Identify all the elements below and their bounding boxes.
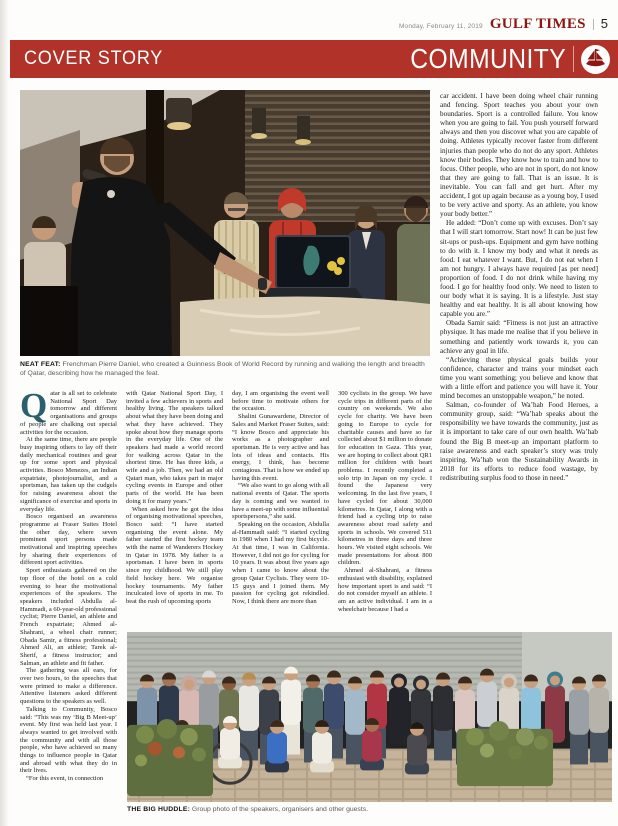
paragraph: “We also want to go along with all national events of Qatar. The sports day is coming and we wanted to have a meet-up with some influential sportspersons,” she said.: [232, 482, 329, 521]
paragraph: day, I am organising the event well before time to motivate others for the occasion.: [232, 390, 329, 413]
section-label-cover-story: COVER STORY: [24, 48, 164, 69]
bottom-caption-label: THE BIG HUDDLE:: [127, 806, 191, 813]
paragraph: Sport enthusiasts gathered on the top floor of the hotel on a cold evening to hear the motivational experiences of the speakers. The speakers included Abdulla al-Hammadi, a 60-year-old professional cyclist; Pierre Daniel, an athlete and French expatriate; Ahmed al-Shahrani, a wheel chair runner; Obada Samir, a fitness professional; Ahmed Ali, an athlete; Tarek al-Sherif, a fitness instructor; and Salman, an athlete and fit father.: [20, 567, 117, 667]
paragraph: Shalini Gunawardene, Director of Sales and Market Fraser Suites, said: “I know Bosco and appreciate his works as a photographer and sportsman. He is very active and has lots of ideas and contacts. His energy, I think, has become contagious. That is how we ended up having this event.: [232, 413, 329, 482]
paragraph: Talking to Community, Bosco said: “This was my ‘Big B Meet-up’ event. My first was held last year. I always wanted to get involved with the community and with all those people, who have achieved so many things to influence people in Qatar and abroad with what they do in their lives.: [20, 705, 117, 775]
column-1-paragraphs: [20, 436, 117, 783]
section-label-community: COMMUNITY: [410, 43, 566, 74]
paragraph: At the same time, there are people busy inspiring others to lay off their daily mechanical routines and gear up for some sport and physical activities. Bosco Menezes, an Indian expatriate, photojournalist, and a sportsman, has taken up the cudgels for raising awareness about the significance of exercise and sports in everyday life.: [20, 436, 117, 513]
bottom-photo-caption: [127, 806, 607, 815]
paragraph: “For this event, in connection: [26, 775, 104, 783]
article-column-3: [232, 390, 329, 620]
article-column-4: [338, 390, 432, 620]
paragraph: car accident. I have been doing wheel chair running and fencing. Sport teaches you about your own boundaries. Sport is a controlled failure. You know when you are going to fail. You push yourself forward always and then you discover what you are capable of doing. Athletes typically recover faster from different injuries than people who do not do any sport. Athletes know their bodies. They know how to train and how to focus. Other people, who are not in sport, do not know that they are going to fall. That is an issue. It is inevitable. You can fall and get hurt. After my accident, I got up again because as a young boy, I used to be very active and sporty. As an athlete, you know your body better.”: [440, 92, 598, 219]
masthead: [399, 16, 608, 33]
paragraph: He added: “Don’t come up with excuses. Don’t say that I will start tomorrow. Start now! It can be just few sit-ups or push-ups. Equipment and gym have nothing to do with it. I know my body and what it needs as food. I eat whatever I want. But, I do not eat when I am not hungry. I always have required [as per need] proportion of food. I do not drink while having my food. I go for healthy food only. We need to listen to our body what it is saying. It is a lifestyle. Just stay healthy and eat healthy. It is all about knowing how capable you are.”: [440, 219, 598, 319]
paragraph: Ahmed al-Shahrani, a fitness enthusiast with disability, explained how important sport is and said: “I do not consider myself an athlete. I am an active individual. I am in a wheelchair because I had a: [338, 567, 432, 613]
top-caption-text: Frenchman Pierre Daniel, who created a Guinness Book of World Record by running and walking the length and breadth of Qatar, describing how he managed the feat.: [20, 361, 425, 377]
paragraph: Obada Samir said: “Fitness is not just an attractive physique. It has made me realise that if you believe in something and patiently work towards it, you can achieve any goal in life.: [440, 319, 598, 355]
top-caption-label: NEAT FEAT:: [20, 361, 61, 368]
bottom-caption-text: Group photo of the speakers, organisers and other guests.: [190, 806, 369, 813]
drop-cap: Q: [20, 390, 48, 425]
article-column-5: [440, 92, 598, 630]
paragraph: The gathering was all ears, for over two hours, to the speeches that were primed to make a difference. Attentive listeners asked different questions to the speakers as well.: [20, 667, 117, 706]
paragraph: “Achieving these physical goals builds your confidence, character and trains your mindset each time you want something; you believe and know that with a little effort and patience you will have it. Your mind becomes an unstoppable weapon,” he noted.: [440, 355, 598, 401]
lead-paragraph-text: atar is all set to celebrate National Sport Day tomorrow and different organisations and groups of people are chalking out special activities for the occasion.: [20, 390, 117, 436]
article-column-1: [20, 390, 117, 814]
issue-date: Monday, February 11, 2019: [398, 23, 483, 30]
paragraph: Bosco organised an awareness programme at Fraser Suites Hotel the other day, where seven prominent sport persons made motivational and inspiring speeches by sharing their experiences of different sport activities.: [20, 513, 117, 567]
section-banner-right: [389, 43, 610, 75]
dhow-icon: [581, 45, 610, 74]
paragraph: with Qatar National Sport Day, I invited a few achievers in sports and healthy living. The speakers talked about what they have been doing and what they have achieved. They spoke about how they manage sports in the everyday life. One of the speakers had made a world record for walking across Qatar in the shortest time. He has three kids, a wife and a job. Then, we had an old Qatari man, who takes part in major cycling events in Europe and other parts of the world. He has been doing it for many years.”: [126, 390, 223, 505]
paragraph: 300 cyclists in the group. We have cycle trips in different parts of the country on weekends. We also cycle for charity. We have been going to Europe to cycle for charitable causes and have so far collected about $1 million to donate for education in Gaza. This year, we are hoping to collect about QR1 million for children with heart problems. I recently completed a solo trip in Japan on my cycle. I found the Japanese very welcoming. In the last five years, I have cycled for about 30,000 kilometres. In Qatar, I along with a friend had a cycling trip to raise awareness about road safety and sports in schools. We covered 511 kilometres in three days and three hours. We visited eight schools. We made presentations for about 800 children.: [338, 390, 432, 567]
paragraph: Speaking on the occasion, Abdulla al-Hammadi said: “I started cycling in 1980 when I had my first bicycle. At that time, I was in California. However, I did not go for cycling for 10 years. It was about five years ago when I came to know about the group Qatar Cyclists. They were 10-15 guys and I joined them. My passion for cycling got rekindled. Now, I think there are more than: [232, 520, 329, 605]
banner-separator: [573, 46, 574, 72]
top-photo-image: [20, 90, 430, 356]
paragraph: When asked how he got the idea of organising motivational speeches, Bosco said: “I have started organising the event alone. My father started the first hockey team with the name of Wanderers Hockey in Qatar in 1978. My father is a sportsman. I have been in sports since my childhood. We still play field hockey here. We organise hockey tournaments. My father inculcated love of sports in me. To beat the rush of upcoming sports: [126, 505, 223, 605]
newspaper-title: GULF TIMES: [489, 16, 586, 32]
paragraph: Salman, co-founder of Wa’hab Food Heroes, a community group, said: “Wa’hab speaks about the responsibility we have towards the community, just as it is important to take care of our own health. Wa’hab found the Big B meet-up an important platform to raise awareness and each speaker’s story was truly inspiring. Wa’hab won the Sustainability Awards in 2018 for its efforts to reduce food wastage, by redistributing surplus food to those in need.”: [440, 401, 598, 482]
lead-paragraph: [20, 390, 117, 436]
page-number: 5: [600, 16, 608, 31]
article-column-2: [126, 390, 223, 620]
bottom-photo-image: [127, 632, 612, 802]
masthead-divider: [593, 19, 594, 30]
top-photo-caption: [20, 361, 430, 378]
section-banner: [10, 40, 618, 78]
